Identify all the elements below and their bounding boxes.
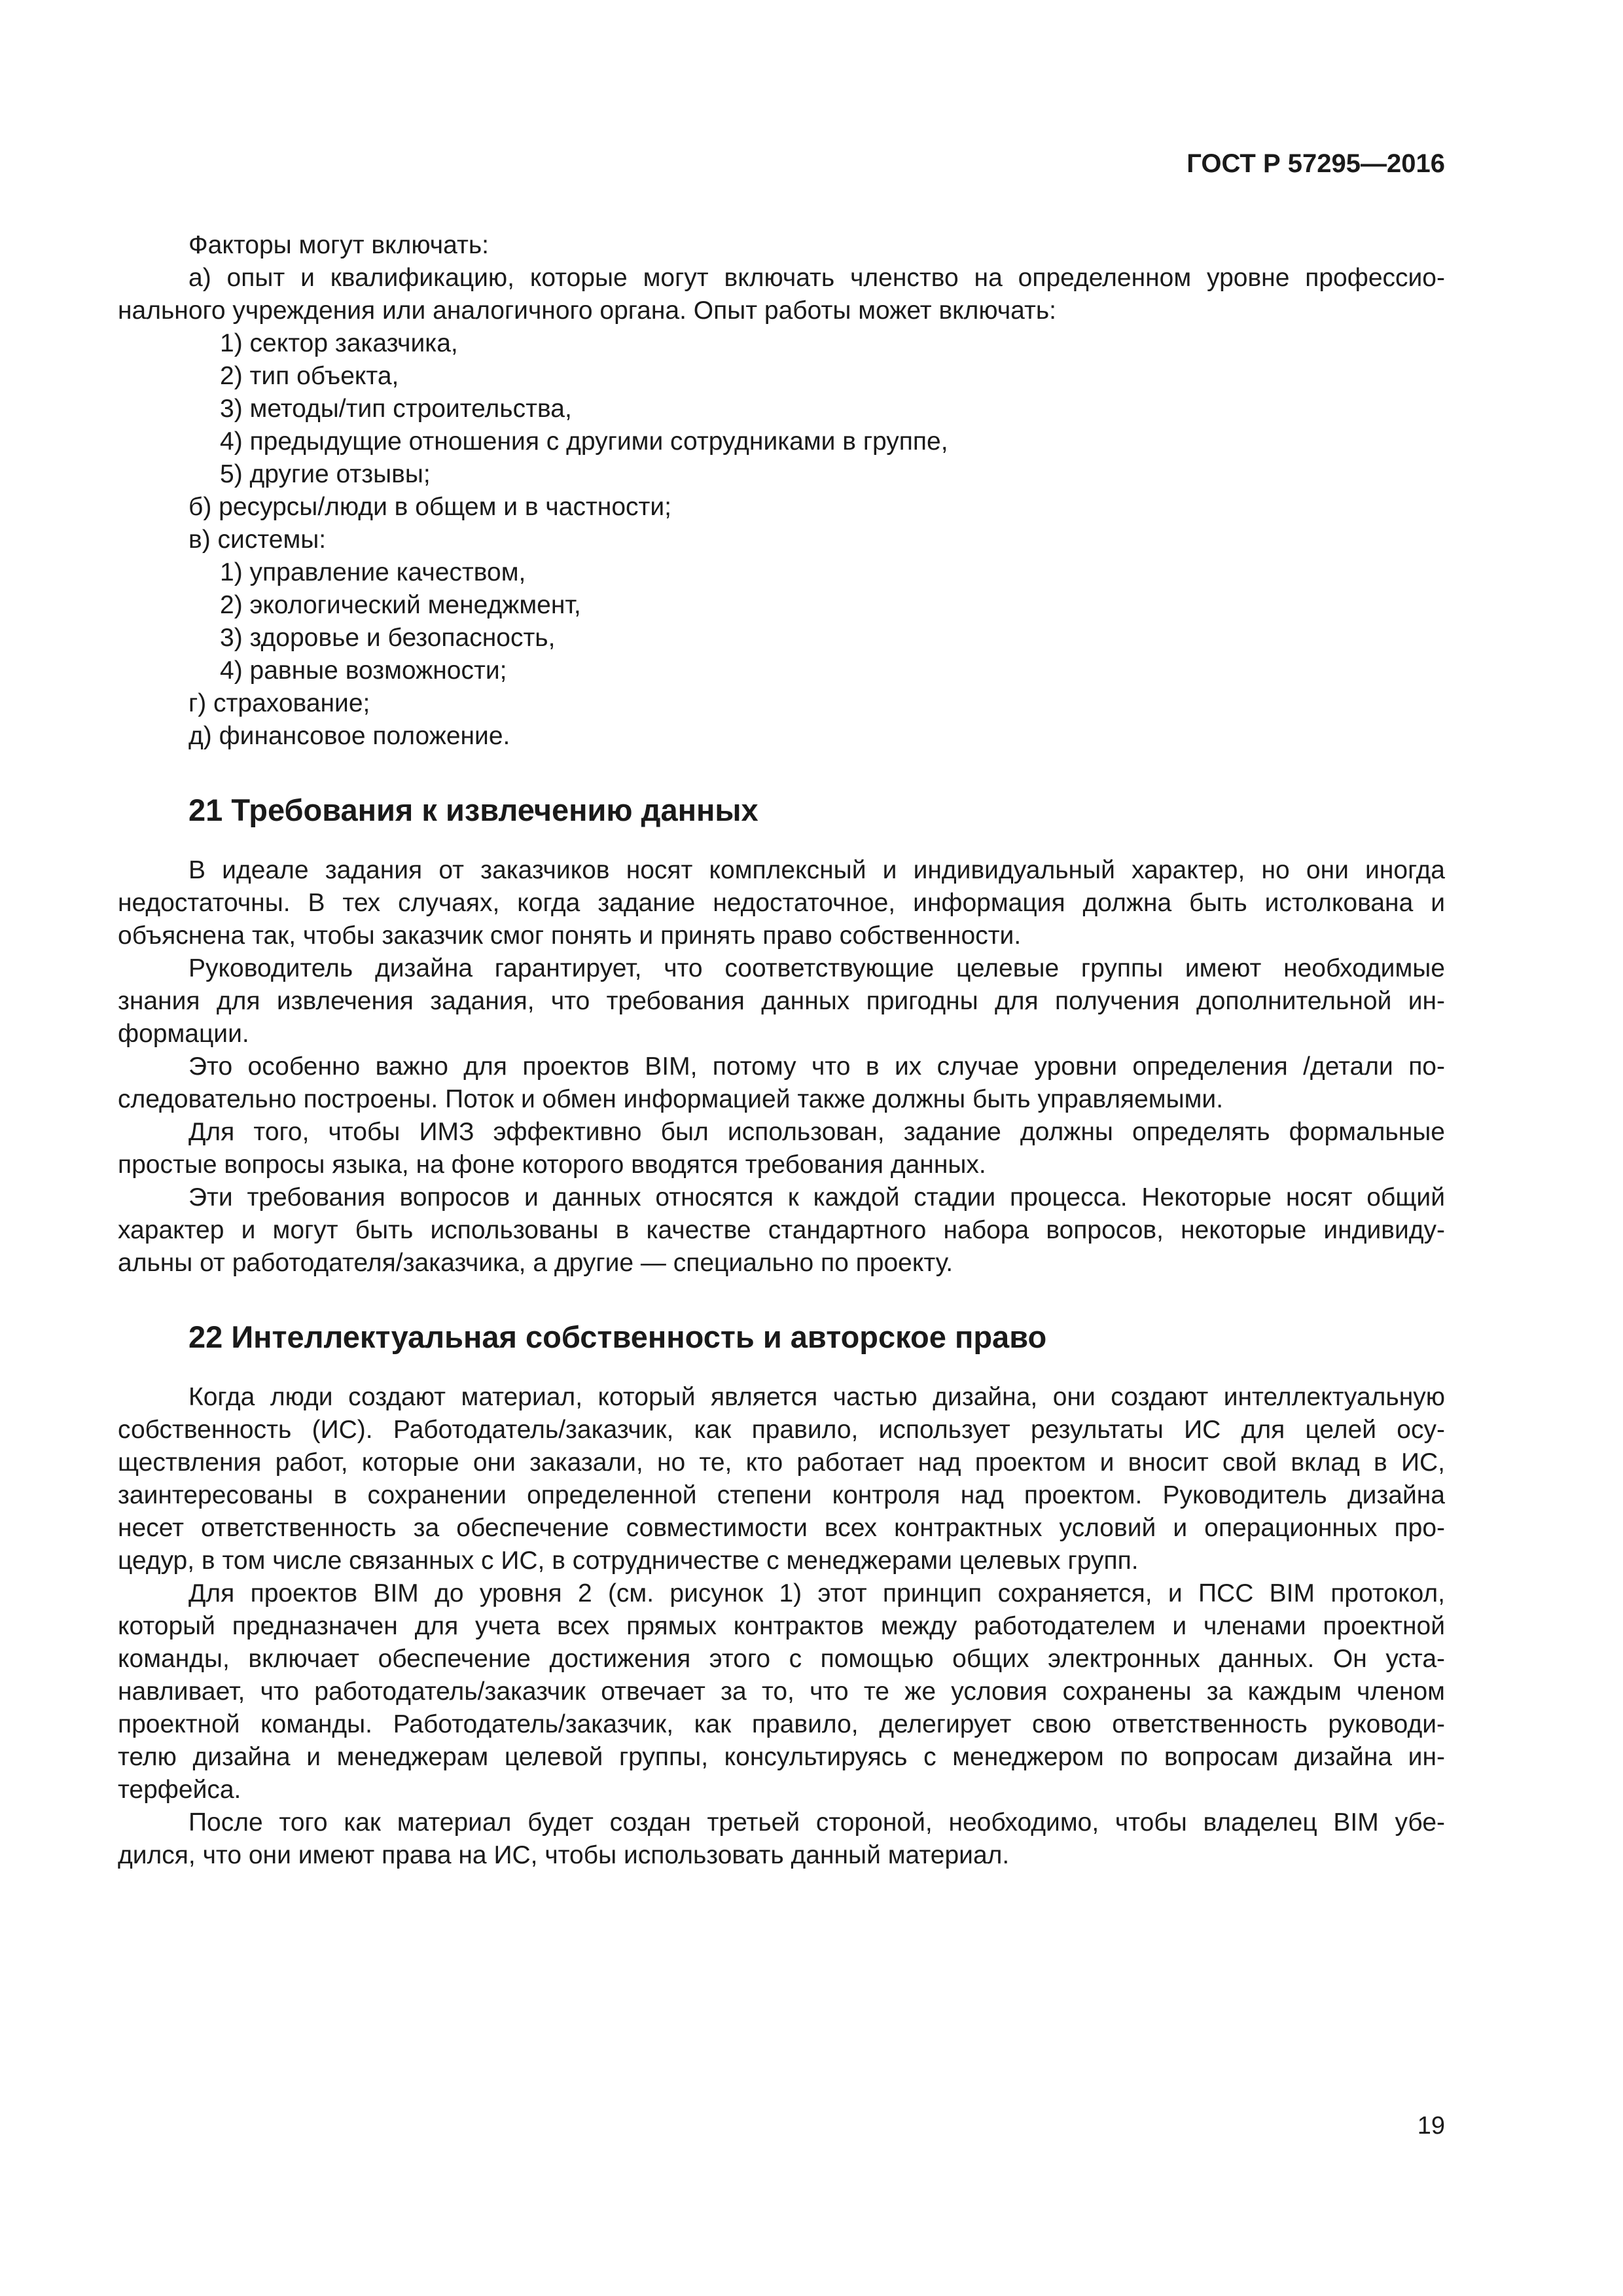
factor-b: б) ресурсы/люди в общем и в частности; [188,493,672,521]
factor-c-item: 2) экологический менеджмент, [220,591,581,619]
factor-d: г) страхование; [188,689,370,717]
factors-intro: Факторы могут включать: [188,231,489,259]
section-21-line: формации. [118,1020,249,1048]
section-21-line: Эти требования вопросов и данных относятся к каждой стадии процесса. Некоторые носят общий [188,1183,1445,1211]
section-21-line: объяснена так, чтобы заказчик смог понять и принять право собственности. [118,922,1022,950]
section-21-line: Руководитель дизайна гарантирует, что соответствующие целевые группы имеют необходимые [188,954,1445,982]
section-22-line: Для проектов BIM до уровня 2 (см. рисунок 1) этот принцип сохраняется, и ПСС BIM протокол, [188,1579,1445,1607]
section-22-line: заинтересованы в сохранении определенной степени контроля над проектом. Руководитель дизайна [118,1481,1445,1509]
section-22-line: навливает, что работодатель/заказчик отвечает за то, что те же условия сохранены за каждым членом [118,1677,1445,1706]
section-22-line: терфейса. [118,1776,241,1804]
factor-e: д) финансовое положение. [188,722,510,750]
section-21-line: Это особенно важно для проектов BIM, потому что в их случае уровни определения /детали по- [188,1052,1445,1081]
section-22-line: команды, включает обеспечение достижения этого с помощью общих электронных данных. Он уста- [118,1645,1445,1673]
section-21-line: недостаточны. В тех случаях, когда задание недостаточное, информация должна быть истолкована и [118,889,1445,917]
section-22-line: несет ответственность за обеспечение совместимости всех контрактных условий и операционных про- [118,1514,1445,1542]
factor-a-item: 5) другие отзывы; [220,460,431,488]
section-22-line: цедур, в том числе связанных с ИС, в сотрудничестве с менеджерами целевых групп. [118,1547,1139,1575]
section-22-line: собственность (ИС). Работодатель/заказчик, как правило, использует результаты ИС для целей осу- [118,1416,1445,1444]
factor-c-item: 1) управление качеством, [220,558,526,586]
section-21-line: знания для извлечения задания, что требования данных пригодны для получения дополнительной ин- [118,987,1445,1015]
section-22-line: проектной команды. Работодатель/заказчик, как правило, делегирует свою ответственность руководи- [118,1710,1445,1738]
factor-a-item: 4) предыдущие отношения с другими сотрудниками в группе, [220,427,948,456]
factor-a-item: 3) методы/тип строительства, [220,395,572,423]
section-21-line: Для того, чтобы ИМЗ эффективно был использован, задание должны определять формальные [188,1118,1445,1146]
factor-a-line-2: нального учреждения или аналогичного органа. Опыт работы может включать: [118,296,1056,325]
section-21-line: альны от работодателя/заказчика, а другие — специально по проекту. [118,1249,954,1277]
section-22-line: После того как материал будет создан третьей стороной, необходимо, чтобы владелец BIM убе- [188,1808,1445,1837]
section-21-line: В идеале задания от заказчиков носят комплексный и индивидуальный характер, но они иногда [188,856,1445,884]
section-22-line: дился, что они имеют права на ИС, чтобы использовать данный материал. [118,1841,1010,1869]
factor-a-item: 1) сектор заказчика, [220,329,458,357]
section-22-line: ществления работ, которые они заказали, но те, кто работает над проектом и вносит свой вклад в ИС, [118,1448,1445,1477]
factor-a-line-1: а) опыт и квалификацию, которые могут включать членство на определенном уровне профессио- [188,264,1445,292]
factor-a-item: 2) тип объекта, [220,362,399,390]
factor-c-item: 4) равные возможности; [220,656,507,685]
section-22-line: который предназначен для учета всех прямых контрактов между работодателем и членами проектной [118,1612,1445,1640]
section-22-line: телю дизайна и менеджерам целевой группы, консультируясь с менеджером по вопросам дизайна ин- [118,1743,1445,1771]
factor-c: в) системы: [188,526,327,554]
document-header-standard: ГОСТ Р 57295—2016 [1186,149,1445,178]
section-21-line: простые вопросы языка, на фоне которого вводятся требования данных. [118,1151,986,1179]
section-22-line: Когда люди создают материал, который является частью дизайна, они создают интеллектуальную [188,1383,1445,1411]
factor-c-item: 3) здоровье и безопасность, [220,624,556,652]
section-21-line: следовательно построены. Поток и обмен информацией также должны быть управляемыми. [118,1085,1224,1113]
section-21-line: характер и могут быть использованы в качестве стандартного набора вопросов, некоторые индивиду- [118,1216,1445,1244]
page-number: 19 [1417,2112,1445,2140]
section-21-heading: 21 Требования к извлечению данных [188,793,758,827]
section-22-heading: 22 Интеллектуальная собственность и авторское право [188,1319,1047,1354]
